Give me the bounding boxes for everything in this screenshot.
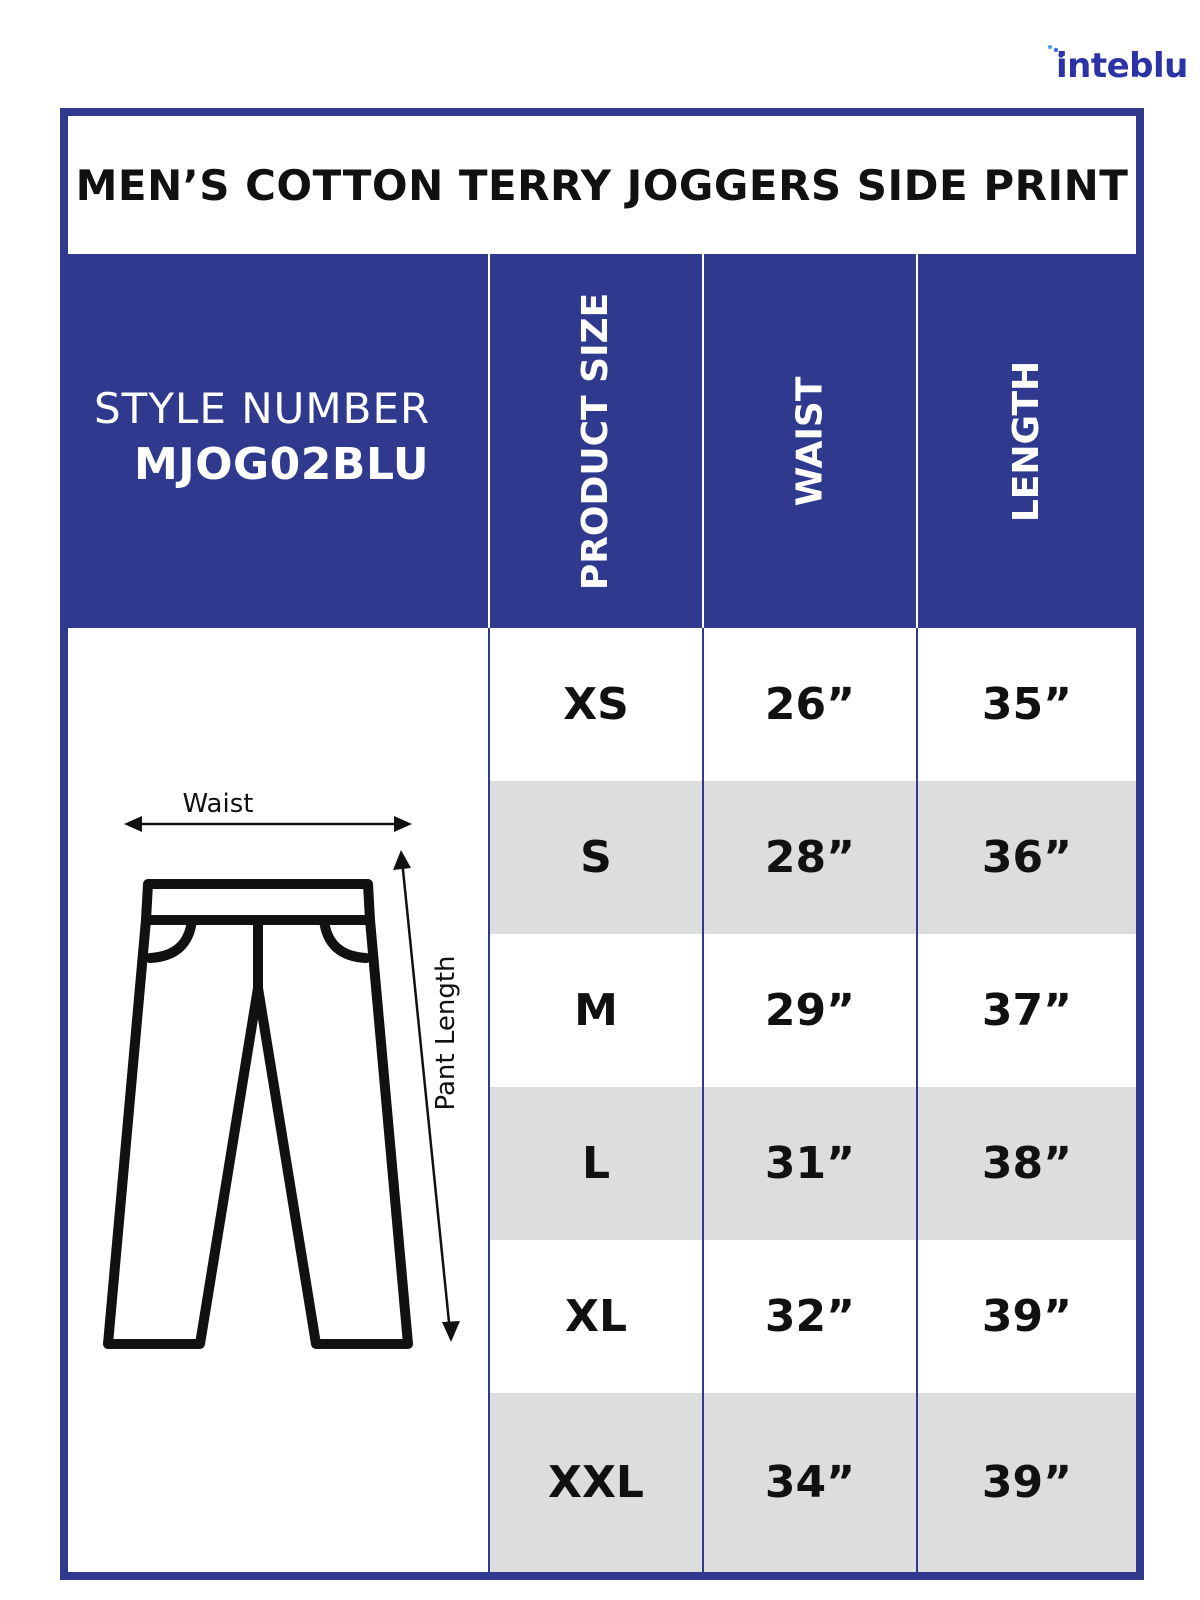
length-cell: 38” [981, 1138, 1073, 1189]
header-length-label: LENGTH [1006, 360, 1048, 522]
header-product-size [490, 254, 702, 628]
style-number-value: MJOG02BLU [134, 439, 430, 490]
waist-cell: 29” [764, 985, 856, 1036]
table-row [490, 628, 1136, 781]
title-bar [68, 116, 1136, 254]
size-cell: S [580, 832, 612, 883]
header-divider [488, 254, 490, 628]
header-length [918, 254, 1136, 628]
length-cell: 35” [981, 679, 1073, 730]
style-number-label: STYLE NUMBER [94, 384, 431, 433]
size-cell: XXL [548, 1457, 644, 1508]
pants-diagram [68, 628, 488, 1572]
size-cell: L [581, 1138, 611, 1189]
header-divider [702, 254, 704, 628]
table-row [490, 1087, 1136, 1240]
column-divider [916, 628, 918, 1572]
table-row [490, 1240, 1136, 1393]
style-number-block [68, 254, 488, 628]
size-cell: XS [563, 679, 629, 730]
column-divider [702, 628, 704, 1572]
size-cell: M [574, 985, 618, 1036]
waist-label: Waist [182, 789, 254, 819]
length-cell: 39” [981, 1291, 1073, 1342]
header-waist [704, 254, 916, 628]
waist-cell: 32” [764, 1291, 856, 1342]
page-title: MEN’S COTTON TERRY JOGGERS SIDE PRINT [75, 160, 1129, 210]
waist-cell: 28” [764, 832, 856, 883]
length-cell: 36” [981, 832, 1073, 883]
waist-arrow-icon [124, 816, 412, 832]
table-row [490, 1393, 1136, 1572]
pants-outline-icon [68, 628, 488, 1572]
brand-name: inteblu [1056, 46, 1188, 86]
waist-cell: 31” [764, 1138, 856, 1189]
table-row [490, 781, 1136, 934]
brand-logo [1046, 44, 1194, 90]
waist-cell: 34” [764, 1457, 856, 1508]
size-cell: XL [565, 1291, 627, 1342]
table-row [490, 934, 1136, 1087]
header-divider [916, 254, 918, 628]
header-product-size-label: PRODUCT SIZE [575, 292, 617, 590]
header-waist-label: WAIST [789, 376, 831, 506]
length-label: Pant Length [431, 955, 461, 1111]
length-cell: 37” [981, 985, 1073, 1036]
waist-cell: 26” [764, 679, 856, 730]
column-divider [488, 628, 490, 1572]
length-cell: 39” [981, 1457, 1073, 1508]
